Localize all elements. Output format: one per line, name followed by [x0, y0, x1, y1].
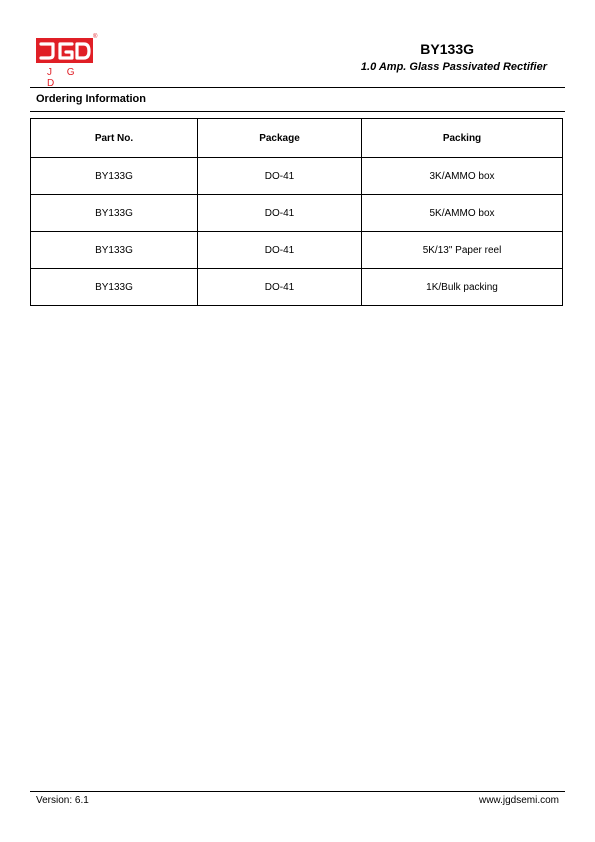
column-header-package: Package [198, 119, 362, 158]
version-label: Version: 6.1 [36, 795, 89, 806]
packing-cell: 5K/13" Paper reel [362, 232, 563, 269]
packing-cell: 1K/Bulk packing [362, 269, 563, 306]
section-title: Ordering Information [36, 93, 146, 105]
company-logo [36, 34, 100, 89]
packing-cell: 3K/AMMO box [362, 158, 563, 195]
package-cell: DO-41 [198, 195, 362, 232]
package-cell: DO-41 [198, 232, 362, 269]
column-header-part-no: Part No. [31, 119, 198, 158]
header-divider [30, 87, 565, 88]
part-no-cell: BY133G [31, 232, 198, 269]
jgd-logo-mark [36, 38, 93, 63]
ordering-table [30, 118, 563, 306]
package-cell: DO-41 [198, 158, 362, 195]
registered-mark: ® [93, 34, 98, 40]
column-header-packing: Packing [362, 119, 563, 158]
packing-cell: 5K/AMMO box [362, 195, 563, 232]
table-row [31, 158, 563, 195]
table-row [31, 232, 563, 269]
part-no-cell: BY133G [31, 269, 198, 306]
part-no-cell: BY133G [31, 158, 198, 195]
website-link[interactable]: www.jgdsemi.com [478, 795, 559, 806]
table-row [31, 269, 563, 306]
footer-divider [30, 791, 565, 792]
document-title: BY133G [420, 41, 474, 57]
table-row [31, 195, 563, 232]
part-no-cell: BY133G [31, 195, 198, 232]
logo-label: J G D [47, 67, 81, 89]
section-divider [30, 111, 565, 112]
table-header-row [31, 119, 563, 158]
document-subtitle: 1.0 Amp. Glass Passivated Rectifier [360, 61, 547, 73]
package-cell: DO-41 [198, 269, 362, 306]
